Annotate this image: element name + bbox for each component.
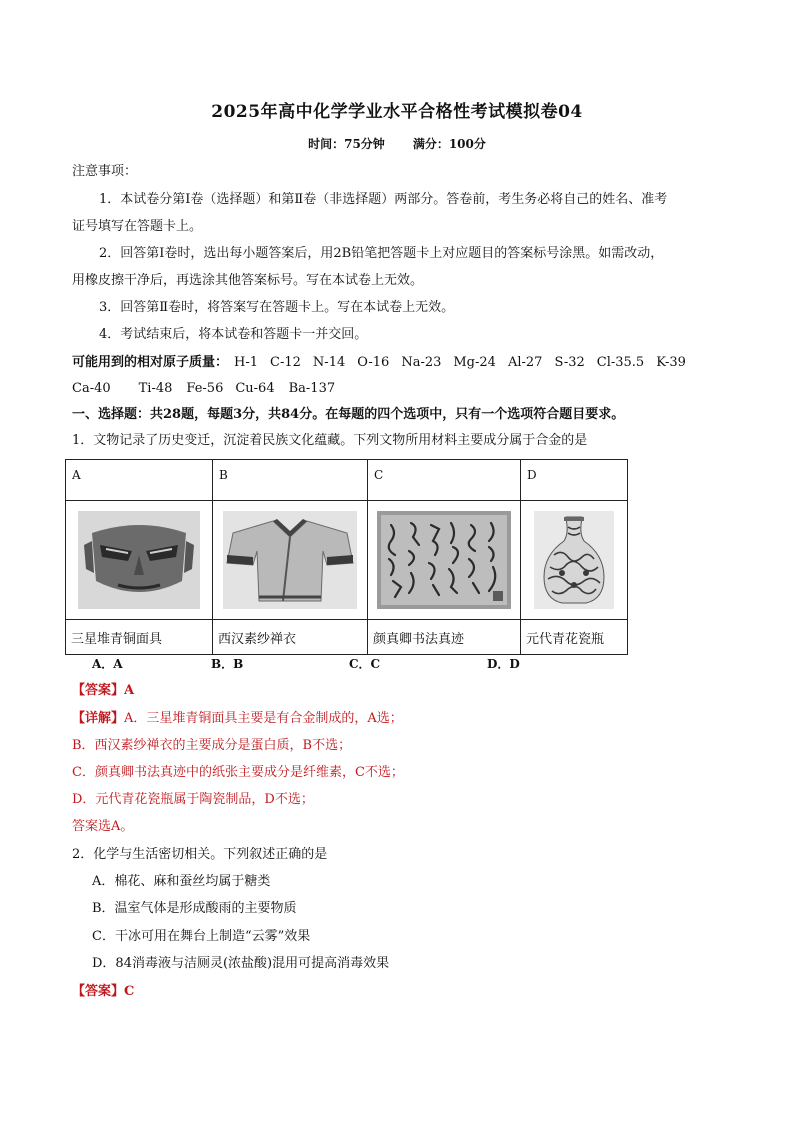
atom-mass: H-1 — [234, 355, 259, 370]
choice-b: B．B — [211, 657, 244, 671]
atom-mass: Al-27 — [507, 355, 543, 370]
option-name: 三星堆青铜面具 — [66, 620, 213, 655]
section-heading: 一、选择题：共28题，每题3分，共84分。在每题的四个选项中，只有一个选项符合题目要求。 — [72, 407, 625, 422]
detail-text: A．三星堆青铜面具主要是有合金制成的，A选； — [124, 711, 403, 726]
option-letter: B — [213, 460, 368, 501]
atom-mass: Ba-137 — [288, 381, 336, 396]
exam-score: 满分：100分 — [412, 137, 486, 151]
note-4: 4．考试结束后，将本试卷和答题卡一并交回。 — [99, 327, 368, 342]
atom-mass: Cl-35.5 — [596, 355, 645, 370]
atom-mass: K-39 — [656, 355, 686, 370]
option-letter: A — [66, 460, 213, 501]
exam-meta — [0, 135, 794, 152]
answer-label: 【答案】 — [72, 683, 125, 698]
question-2-option-c: C．干冰可用在舞台上制造“云雾”效果 — [92, 929, 311, 944]
atom-mass: N-14 — [312, 355, 346, 370]
silk-robe-image — [223, 511, 357, 609]
option-letter: D — [521, 460, 628, 501]
question-1-detail-c: C．颜真卿书法真迹中的纸张主要成分是纤维素，C不选； — [72, 765, 404, 780]
porcelain-vase-image — [534, 511, 614, 609]
atom-mass: S-32 — [554, 355, 585, 370]
answer-value: A — [124, 683, 135, 698]
atom-mass: Na-23 — [401, 355, 442, 370]
bronze-mask-image — [78, 511, 200, 609]
page-title: 2025年高中化学学业水平合格性考试模拟卷04 — [211, 102, 583, 122]
question-1-options-table — [65, 459, 628, 655]
note-1b: 证号填写在答题卡上。 — [72, 219, 203, 234]
notes-heading: 注意事项： — [72, 164, 138, 179]
atom-mass: Ti-48 — [138, 381, 173, 396]
note-2b: 用橡皮擦干净后，再选涂其他答案标号。写在本试卷上无效。 — [72, 273, 424, 288]
answer-value: C — [124, 984, 135, 999]
atomic-masses-label: 可能用到的相对原子质量： — [72, 355, 229, 370]
choice-d: D．D — [487, 657, 520, 671]
note-2a: 2．回答第Ⅰ卷时，选出每小题答案后，用2B铅笔把答题卡上对应题目的答案标号涂黑。如需改动， — [99, 246, 664, 261]
atom-mass: C-12 — [270, 355, 301, 370]
option-image-cell — [213, 501, 368, 620]
option-image-cell — [66, 501, 213, 620]
option-letter: C — [368, 460, 521, 501]
question-2-option-d: D．84消毒液与洁厕灵(浓盐酸)混用可提高消毒效果 — [92, 956, 390, 971]
atom-mass: Cu-64 — [235, 381, 275, 396]
question-1-detail-b: B．西汉素纱禅衣的主要成分是蛋白质，B不选； — [72, 738, 352, 753]
atomic-masses-row-1 — [72, 354, 732, 372]
option-image-cell — [521, 501, 628, 620]
question-1-answer — [72, 682, 732, 700]
atomic-masses-row-2 — [72, 380, 732, 398]
question-1-stem: 1．文物记录了历史变迁，沉淀着民族文化蕴藏。下列文物所用材料主要成分属于合金的是 — [72, 433, 588, 448]
option-name: 元代青花瓷瓶 — [521, 620, 628, 655]
exam-time: 时间：75分钟 — [308, 137, 385, 151]
choice-a: A．A — [92, 657, 123, 671]
choice-c: C．C — [349, 657, 381, 671]
question-2-stem: 2．化学与生活密切相关。下列叙述正确的是 — [72, 847, 328, 862]
question-1-detail-a — [72, 710, 732, 728]
answer-label: 【答案】 — [72, 984, 125, 999]
question-1-detail-d: D．元代青花瓷瓶属于陶瓷制品，D不选； — [72, 792, 314, 807]
question-2-option-a: A．棉花、麻和蚕丝均属于糖类 — [92, 874, 271, 889]
note-3: 3．回答第Ⅱ卷时，将答案写在答题卡上。写在本试卷上无效。 — [99, 300, 455, 315]
atom-mass: Ca-40 — [72, 381, 111, 396]
atom-mass: Mg-24 — [453, 355, 496, 370]
note-1a: 1．本试卷分第Ⅰ卷（选择题）和第Ⅱ卷（非选择题）两部分。答卷前，考生务必将自己的姓名、准考 — [99, 192, 668, 207]
option-name: 西汉素纱禅衣 — [213, 620, 368, 655]
option-image-cell — [368, 501, 521, 620]
option-name: 颜真卿书法真迹 — [368, 620, 521, 655]
detail-label: 【详解】 — [72, 711, 125, 726]
question-1-conclusion: 答案选A。 — [72, 819, 134, 834]
atom-mass: Fe-56 — [186, 381, 224, 396]
question-2-answer — [72, 983, 732, 1001]
question-2-option-b: B．温室气体是形成酸雨的主要物质 — [92, 901, 297, 916]
calligraphy-image — [377, 511, 511, 609]
atom-mass: O-16 — [357, 355, 390, 370]
